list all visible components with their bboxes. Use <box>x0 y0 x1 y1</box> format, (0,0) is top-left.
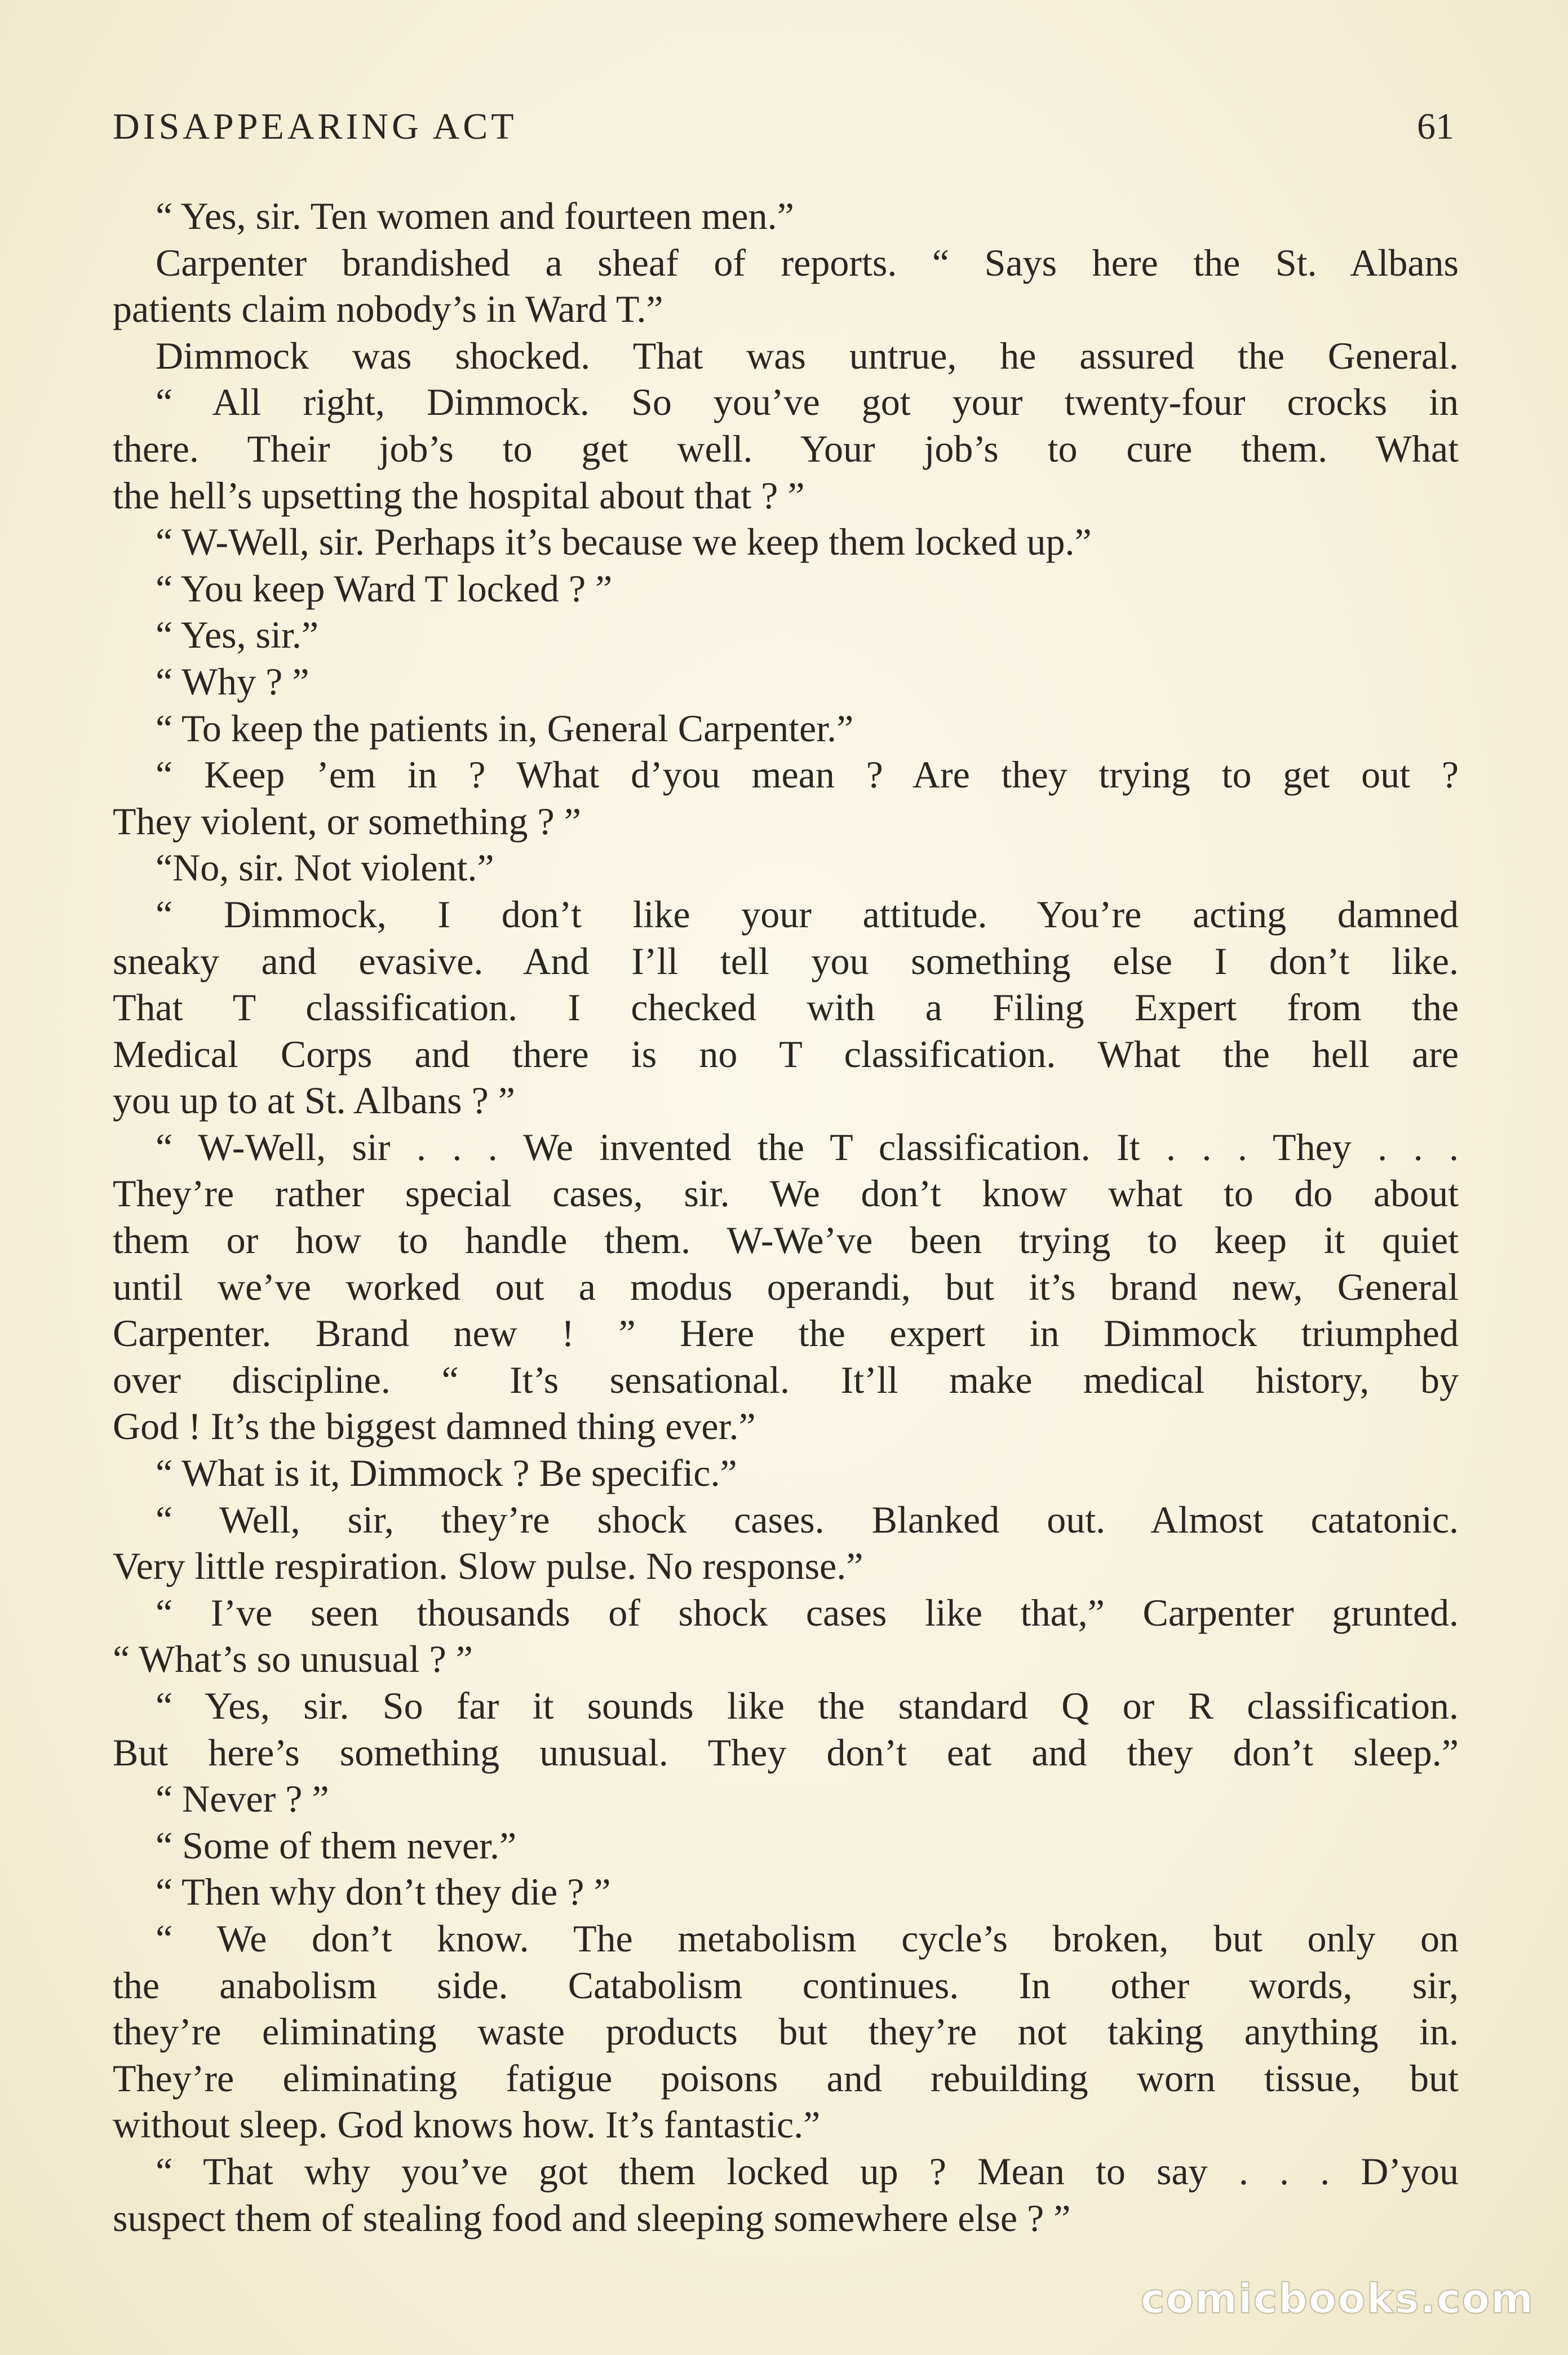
text-line: them or how to handle them. W-We’ve been trying to keep it quiet <box>113 1219 1459 1262</box>
text-line: “ All right, Dimmock. So you’ve got your twenty-four crocks in <box>156 380 1459 424</box>
text-line: “ Some of them never.” <box>156 1823 517 1867</box>
text-line: “ Then why don’t they die ? ” <box>156 1870 611 1914</box>
text-line: patients claim nobody’s in Ward T.” <box>113 287 663 331</box>
text-line: They’re rather special cases, sir. We don’t know what to do about <box>113 1172 1459 1215</box>
text-line: there. Their job’s to get well. Your job’s to cure them. What <box>113 427 1459 470</box>
text-line: until we’ve worked out a modus operandi, but it’s brand new, General <box>113 1265 1459 1308</box>
text-line: they’re eliminating waste products but they’re not taking anything in. <box>113 2010 1459 2053</box>
text-line: “ Never ? ” <box>156 1777 329 1821</box>
text-line: “ That why you’ve got them locked up ? Mean to say . . . D’you <box>156 2149 1459 2193</box>
text-line: Very little respiration. Slow pulse. No response.” <box>113 1544 863 1588</box>
text-line: “ To keep the patients in, General Carpenter.” <box>156 706 854 750</box>
text-line: over discipline. “ It’s sensational. It’ll make medical history, by <box>113 1358 1459 1401</box>
text-line: “ What is it, Dimmock ? Be specific.” <box>156 1451 737 1495</box>
text-line: “ W-Well, sir . . . We invented the T classification. It . . . They . . . <box>156 1125 1459 1168</box>
text-line: “ Well, sir, they’re shock cases. Blanked out. Almost catatonic. <box>156 1498 1459 1541</box>
text-line: “ I’ve seen thousands of shock cases like that,” Carpenter grunted. <box>156 1591 1459 1634</box>
text-line: you up to at St. Albans ? ” <box>113 1079 515 1122</box>
text-line: “ Why ? ” <box>156 659 309 703</box>
text-line: sneaky and evasive. And I’ll tell you something else I don’t like. <box>113 939 1459 982</box>
text-line: “ Yes, sir.” <box>156 613 319 657</box>
running-title: DISAPPEARING ACT <box>113 106 517 147</box>
text-line: “ Yes, sir. So far it sounds like the standard Q or R classification. <box>156 1684 1459 1727</box>
text-line: They violent, or something ? ” <box>113 799 581 843</box>
text-line: Dimmock was shocked. That was untrue, he assured the General. <box>156 334 1459 377</box>
text-line: “ What’s so unusual ? ” <box>113 1637 473 1681</box>
body-text <box>113 193 1459 2241</box>
text-line: without sleep. God knows how. It’s fantastic.” <box>113 2103 821 2146</box>
page-header <box>113 101 1454 152</box>
text-line: “ Keep ’em in ? What d’you mean ? Are they trying to get out ? <box>156 753 1459 796</box>
text-line: Carpenter brandished a sheaf of reports. “ Says here the St. Albans <box>156 241 1459 284</box>
text-line: suspect them of stealing food and sleeping somewhere else ? ” <box>113 2196 1071 2239</box>
text-line: the anabolism side. Catabolism continues. In other words, sir, <box>113 1963 1459 2007</box>
page-number: 61 <box>1417 106 1454 147</box>
text-line: God ! It’s the biggest damned thing ever.” <box>113 1405 756 1448</box>
text-line: “ We don’t know. The metabolism cycle’s broken, but only on <box>156 1916 1459 1960</box>
text-line: “ W-Well, sir. Perhaps it’s because we keep them locked up.” <box>156 520 1092 564</box>
text-line: They’re eliminating fatigue poisons and rebuilding worn tissue, but <box>113 2056 1459 2100</box>
text-line: But here’s something unusual. They don’t eat and they don’t sleep.” <box>113 1730 1459 1774</box>
text-line: Medical Corps and there is no T classification. What the hell are <box>113 1032 1459 1075</box>
text-line: “ Dimmock, I don’t like your attitude. You’re acting damned <box>156 892 1459 936</box>
text-line: “ Yes, sir. Ten women and fourteen men.” <box>156 194 794 237</box>
text-line: “ You keep Ward T locked ? ” <box>156 566 613 610</box>
text-line: “No, sir. Not violent.” <box>156 846 494 889</box>
watermark-logo: comicbooks.com <box>1140 2275 1534 2322</box>
text-line: That T classification. I checked with a Filing Expert from the <box>113 986 1459 1029</box>
text-line: Carpenter. Brand new ! ” Here the expert in Dimmock triumphed <box>113 1312 1459 1355</box>
text-line: the hell’s upsetting the hospital about that ? ” <box>113 473 805 517</box>
